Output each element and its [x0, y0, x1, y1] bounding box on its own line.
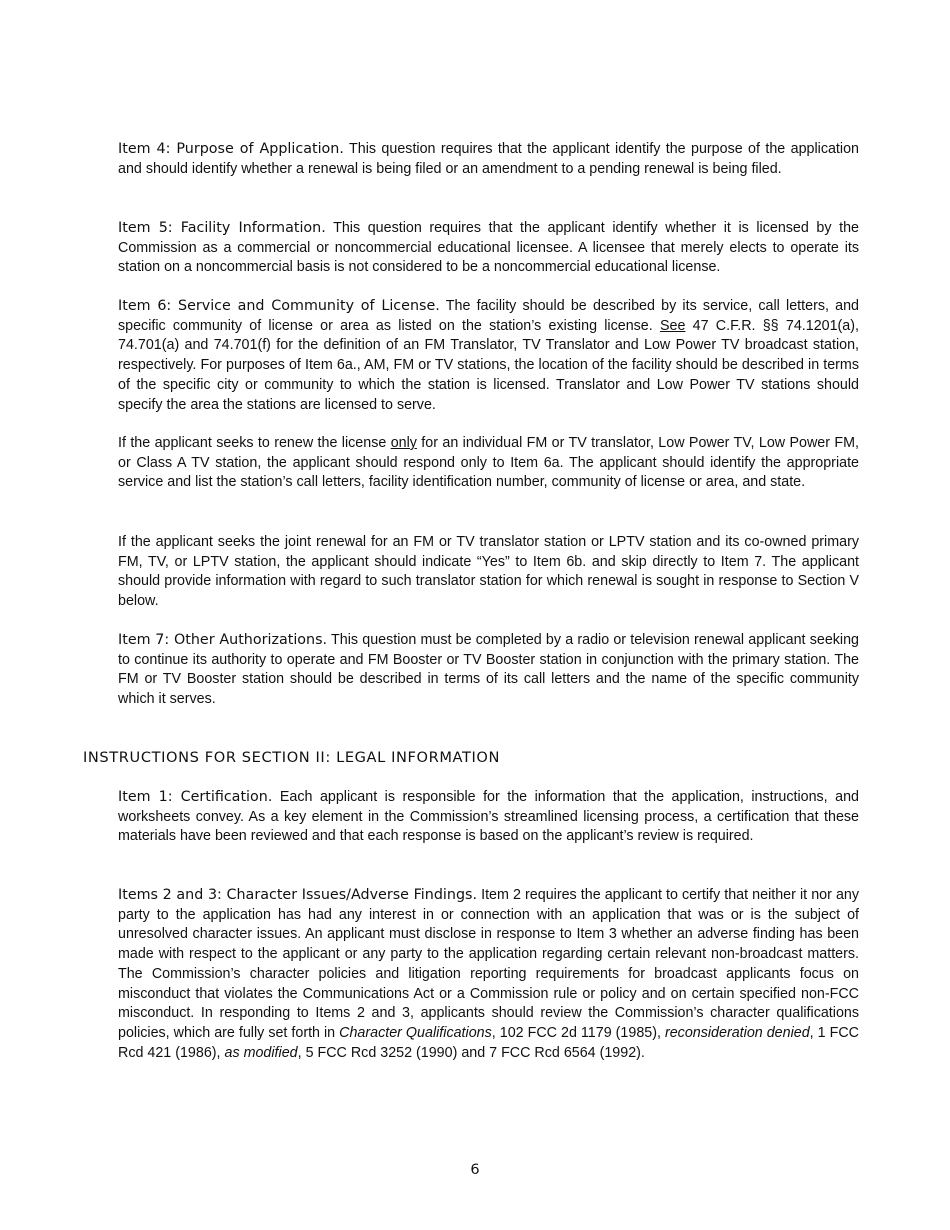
joint-renewal-paragraph — [118, 533, 859, 612]
item6-text-after-see: 47 C.F.R. §§ 74.1201(a), 74.701(a) and 74.701(f) for the definition of an FM Translator, TV Translator and Low Power TV broadcast station, respectively. For purposes of Item 6a., AM, FM or TV stations, the location of the facility should be described in terms of the specific city or community to which the station is licensed. Translator and Low Power TV stations should specify the area the stations are licensed to serve. — [118, 317, 859, 413]
citation-text-2: , 1 FCC Rcd 421 (1986), — [118, 1024, 859, 1061]
item6-heading: Item 6: Service and Community of License. — [118, 298, 440, 314]
item4-text: This question requires that the applicant identify the purpose of the application and should identify whether a renewal is being filed or an amendment to a pending renewal is being filed. — [118, 141, 859, 177]
item7-paragraph — [118, 631, 859, 710]
renew-only-emphasis: only — [390, 435, 417, 451]
item6-paragraph — [118, 297, 859, 415]
certification-text: Each applicant is responsible for the information that the application, instructions, and worksheets convey. As a key element in the Commission’s streamlined licensing process, a certification that these materials have been reviewed and that each response is based on the applicant’s review is required. — [118, 789, 859, 845]
citation-character-qualifications: Character Qualifications — [339, 1024, 492, 1041]
certification-heading: Item 1: Certification. — [118, 789, 273, 805]
citation-text-1: , 102 FCC 2d 1179 (1985), — [491, 1024, 665, 1041]
item5-heading: Item 5: Facility Information. — [118, 220, 326, 236]
citation-as-modified: as modified — [224, 1044, 298, 1061]
section-ii-heading: INSTRUCTIONS FOR SECTION II: LEGAL INFORMATION — [83, 749, 501, 766]
citation-reconsideration-denied: reconsideration denied — [664, 1024, 810, 1041]
item4-paragraph — [118, 140, 859, 179]
item5-text: This question requires that the applicant identify whether it is licensed by the Commission as a commercial or noncommercial educational licensee. A licensee that merely elects to operate its station on a noncommercial basis is not considered to be a noncommercial educational license. — [118, 220, 859, 276]
renew-only-paragraph — [118, 434, 859, 493]
item6-text-before-see: The facility should be described by its service, call letters, and specific community of license or area as listed on the station’s existing license. — [118, 298, 859, 334]
item7-heading: Item 7: Other Authorizations. — [118, 632, 328, 648]
item6-see: See — [659, 317, 686, 334]
character-issues-paragraph — [118, 886, 859, 1063]
certification-paragraph — [118, 788, 859, 847]
renew-only-text-after: for an individual FM or TV translator, Low Power TV, Low Power FM, or Class A TV station, the applicant should respond only to Item 6a. The applicant should identify the appropriate service and list the station’s call letters, facility identification number, community of license or area, and state. — [118, 435, 859, 491]
item5-paragraph — [118, 219, 859, 278]
character-issues-heading: Items 2 and 3: Character Issues/Adverse Findings. — [118, 887, 478, 903]
joint-renewal-text: If the applicant seeks the joint renewal for an FM or TV translator station or LPTV station and its co-owned primary FM, TV, or LPTV station, the applicant should indicate “Yes” to Item 6b. and skip directly to Item 7. The applicant should provide information with regard to such translator station for which renewal is sought in response to Section V below. — [118, 534, 859, 610]
item4-heading: Item 4: Purpose of Application. — [118, 141, 344, 157]
renew-only-text-before: If the applicant seeks to renew the license — [118, 435, 391, 451]
citation-text-end: , 5 FCC Rcd 3252 (1990) and 7 FCC Rcd 6564 (1992). — [297, 1044, 645, 1061]
item7-text: This question must be completed by a radio or television renewal applicant seeking to continue its authority to operate and FM Booster or TV Booster station in conjunction with the primary station. The FM or TV Booster station should be described in terms of its call letters and the name of the specific community which it serves. — [118, 632, 859, 708]
page-number: 6 — [470, 1162, 480, 1178]
character-issues-text: Item 2 requires the applicant to certify that neither it nor any party to the application has had any interest in or connection with an application that was or is the subject of unresolved character issues. An applicant must disclose in response to Item 3 whether an adverse finding has been made with respect to the applicant or any party to the application regarding certain relevant non-broadcast matters. The Commission’s character policies and litigation reporting requirements for broadcast applicants focus on misconduct that violates the Communications Act or a Commission rule or policy and on certain specified non-FCC misconduct. In responding to Items 2 and 3, applicants should review the Commission’s character qualifications policies, which are fully set forth in — [118, 887, 859, 1041]
